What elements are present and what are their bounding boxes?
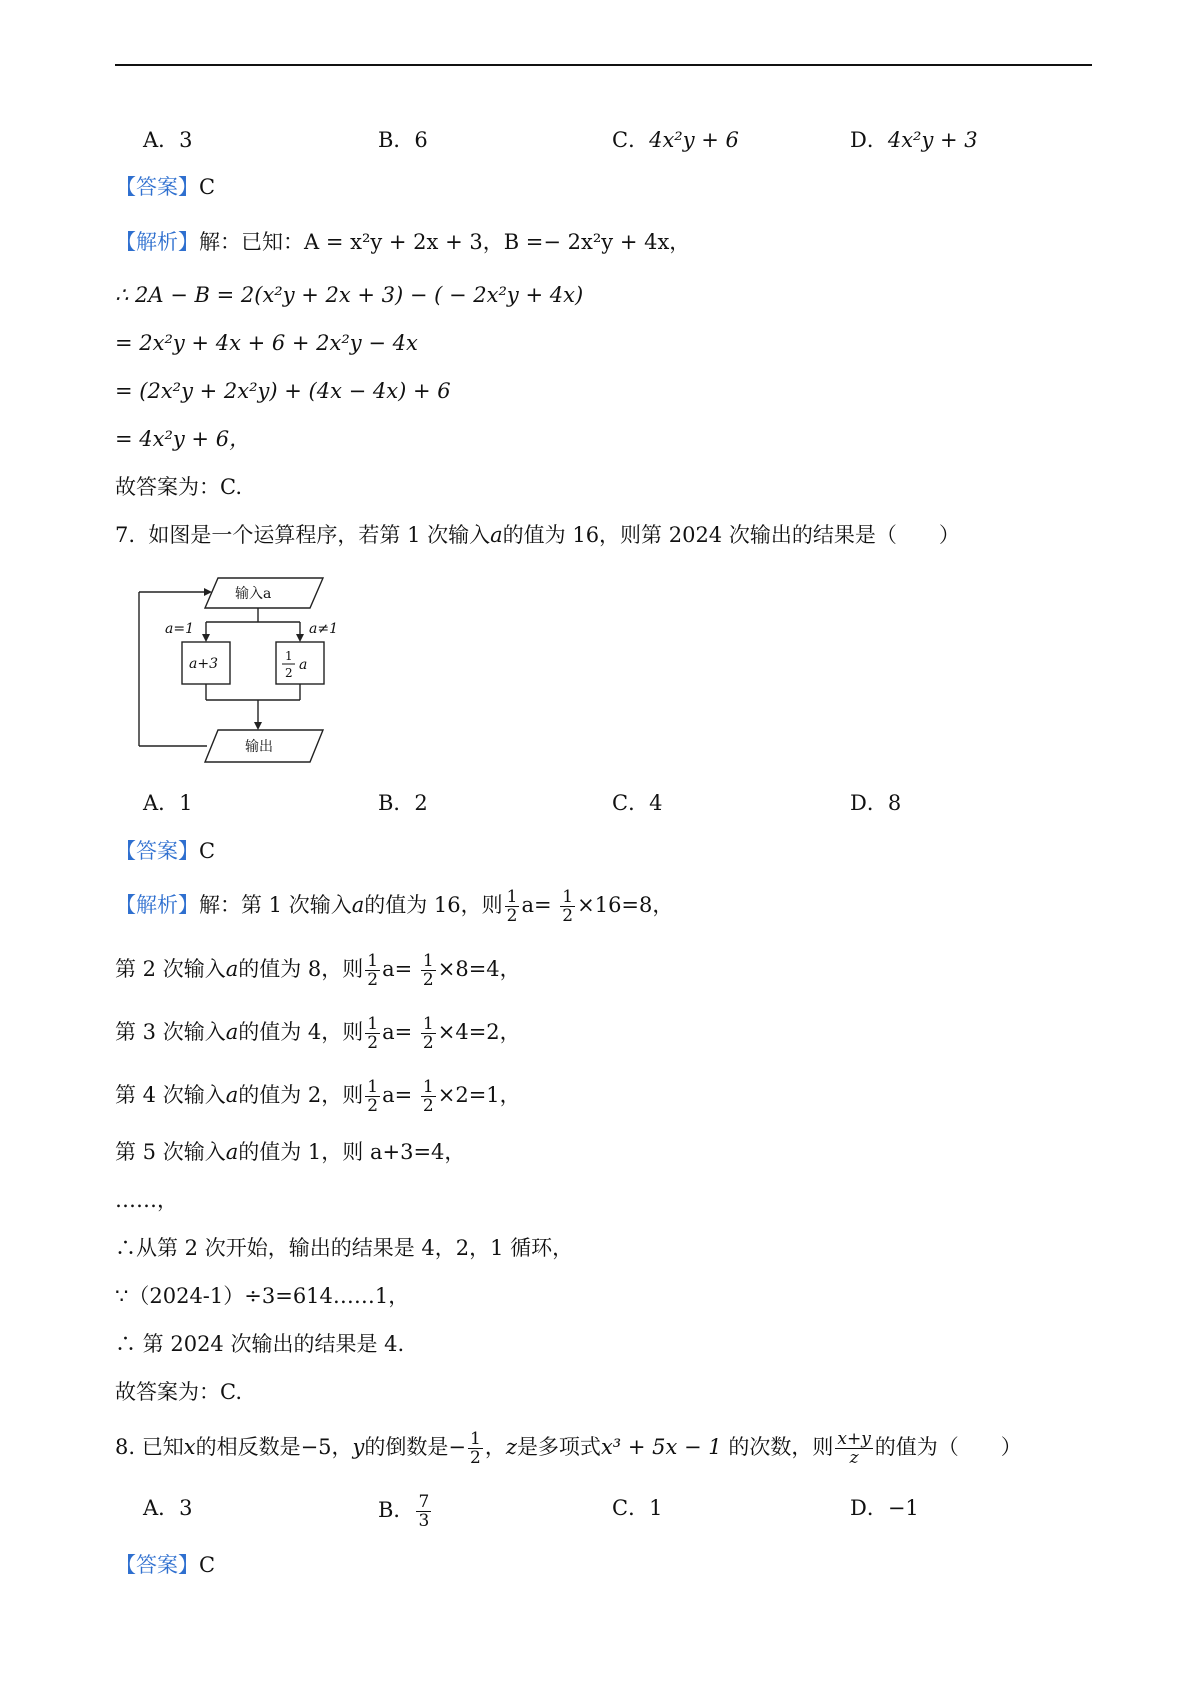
q6-option-a: A．3 (143, 128, 193, 152)
q7-flowchart (125, 570, 355, 770)
q6-analysis-intro: 【解析】解：已知：A = x²y + 2x + 3，B =− 2x²y + 4x， (115, 230, 691, 254)
arrow-right-down (296, 634, 304, 642)
q8-answer: 【答案】C (115, 1553, 216, 1577)
q6-step-4: = 4x²y + 6， (115, 427, 251, 451)
q7-option-c: C．4 (612, 791, 663, 815)
q6-answer: 【答案】C (115, 175, 216, 199)
q7-analysis-ellipsis: ……， (115, 1188, 178, 1212)
q7-option-a: A．1 (143, 791, 193, 815)
header-rule (115, 64, 1092, 66)
flow-right-box-num: 1 (285, 649, 293, 663)
flow-output-label: 输出 (245, 739, 273, 755)
q7-analysis-because: ∵（2024-1）÷3=614……1， (115, 1284, 410, 1308)
flow-right-box-var: a (299, 657, 308, 673)
arrow-left-down (202, 634, 210, 642)
flow-input-label: 输入a (235, 586, 272, 602)
q6-step-2: = 2x²y + 4x + 6 + 2x²y − 4x (115, 331, 418, 355)
q7-question: 7. 如图是一个运算程序，若第 1 次输入a的值为 16，则第 2024 次输出的结果是（ ） (115, 523, 960, 547)
q7-analysis-line-1: 【解析】解：第 1 次输入a的值为 16，则 $\frac{1}{2}$ a= $\frac{1}{2}$ ×16=8， (115, 887, 674, 926)
q7-analysis-line-5: 第 5 次输入a的值为 1，则 a+3=4， (115, 1140, 466, 1164)
q6-option-d: D．4x²y + 3 (850, 128, 978, 152)
q6-step-3: = (2x²y + 2x²y) + (4x − 4x) + 6 (115, 379, 451, 403)
q7-analysis-line-3: 第 3 次输入a的值为 4，则 $\frac{1}{2}$ a= $\frac{1}{2}$ ×4=2， (115, 1014, 521, 1053)
q7-option-d: D．8 (850, 791, 902, 815)
q6-conclusion: 故答案为：C. (115, 475, 242, 499)
flow-right-cond: a≠1 (309, 621, 338, 637)
flow-right-box-den: 2 (285, 666, 293, 680)
q8-option-c: C．1 (612, 1496, 663, 1520)
q8-option-b: B． $\frac{7}{3}$ (378, 1492, 430, 1531)
q8-option-a: A．3 (143, 1496, 193, 1520)
q7-analysis-cycle: ∴从第 2 次开始，输出的结果是 4，2，1 循环， (115, 1236, 574, 1260)
q7-analysis-result: ∴ 第 2024 次输出的结果是 4. (115, 1332, 405, 1356)
q7-analysis-line-4: 第 4 次输入a的值为 2，则 $\frac{1}{2}$ a= $\frac{1}{2}$ ×2=1， (115, 1077, 521, 1116)
flow-left-box-label: a+3 (189, 656, 218, 672)
q8-option-d: D．−1 (850, 1496, 919, 1520)
q6-step-1: ∴ 2A − B = 2(x²y + 2x + 3) − ( − 2x²y + 4x) (115, 283, 584, 307)
q7-option-b: B．2 (378, 791, 428, 815)
q6-option-c: C．4x²y + 6 (612, 128, 739, 152)
q6-option-b: B．6 (378, 128, 428, 152)
q7-answer: 【答案】C (115, 839, 216, 863)
q7-conclusion: 故答案为：C. (115, 1380, 242, 1404)
q8-question: 8. 已知x的相反数是−5，y的倒数是− $\frac{1}{2}$ ，z是多项式x³ + 5x − 1 的次数，则 $\frac{x+y}{z}$ 的值为（ ） (115, 1429, 1022, 1468)
flow-left-cond: a=1 (165, 621, 194, 637)
q7-analysis-line-2: 第 2 次输入a的值为 8，则 $\frac{1}{2}$ a= $\frac{1}{2}$ ×8=4， (115, 951, 521, 990)
arrow-to-output (254, 722, 262, 730)
